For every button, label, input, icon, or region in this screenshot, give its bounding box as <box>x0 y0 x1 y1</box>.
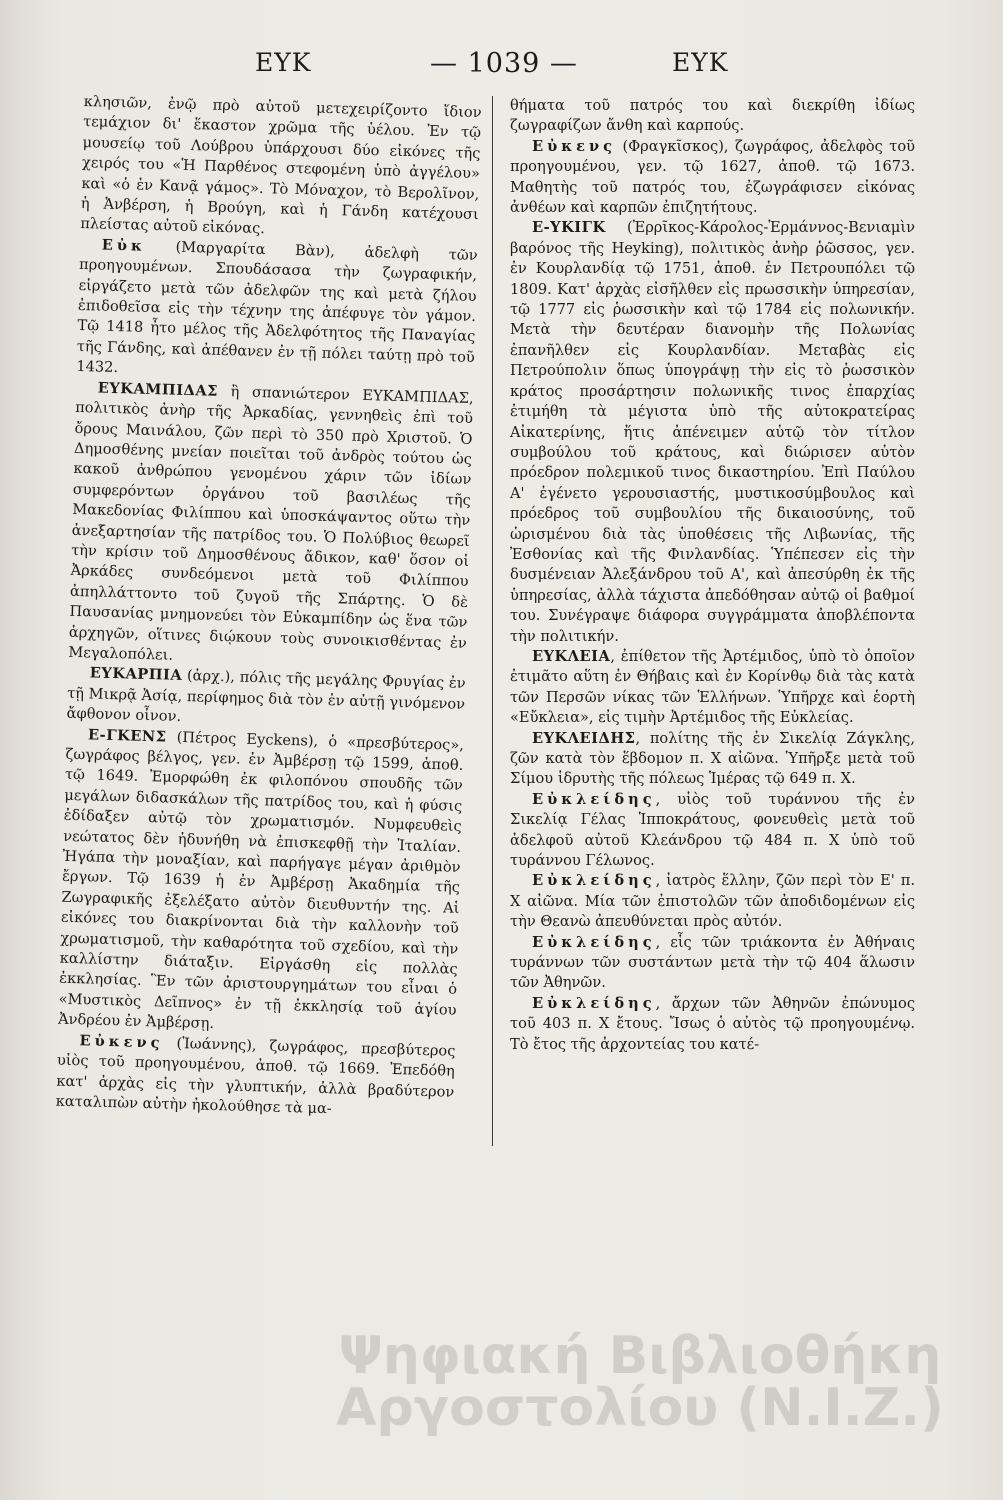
library-watermark: Ψηφιακή Βιβλιοθήκη Αργοστολίου (Ν.Ι.Ζ.) <box>336 1326 944 1438</box>
entry <box>510 729 915 790</box>
entry-text: (ἀρχ.), πόλις τῆς μεγάλης Φρυγίας ἐν τῇ Μικρᾷ Ἀσίᾳ, περίφημος διὰ τὸν ἐν αὐτῇ γινόμενον ἄφθονον οἶνον. <box>66 667 466 726</box>
entry-text: (Ἰωάννης), ζωγράφος, πρεσβύτερος υἱὸς τοῦ προηγουμένου, ἀποθ. τῷ 1669. Ἐπεδόθη κατ' ἀρχὰς εἰς τὴν γλυπτικήν, ἀλλὰ βραδύτερον καταλιπὼν αὐτὴν ἠκολούθησε τὰ μα- <box>55 1034 456 1118</box>
entry-headword: Ε-ΓΚΕΝΣ <box>87 725 167 746</box>
entry-headword: ΕΥΚΛΕΙΑ <box>532 647 611 665</box>
entry <box>58 724 464 1041</box>
entry <box>510 218 915 647</box>
entry-continuation <box>80 92 482 246</box>
entry <box>76 235 478 389</box>
entry-headword: ΕΥΚΑΜΠΙΔΑΣ <box>97 379 219 400</box>
entry-text: θήματα τοῦ πατρός του καὶ διεκρίθη ἰδίως ζωγραφίζων ἄνθη καὶ καρπούς. <box>510 97 915 135</box>
header-right-guideword: ΕΥΚ <box>672 48 729 77</box>
entry-headword: Εὐκλείδης <box>532 790 656 808</box>
entry-headword: Εὐκλείδης <box>532 933 656 951</box>
entry-text: , εἷς τῶν τριάκοντα ἐν Ἀθήναις τυράννων τῶν συστάντων μετὰ τὴν τῷ 404 ἅλωσιν τῶν Ἀθηνῶν. <box>510 933 915 992</box>
entry-headword: Εὐκλείδης <box>532 994 656 1012</box>
column-divider <box>492 96 493 1146</box>
entry-headword: Εὐκ <box>101 236 147 255</box>
entry <box>56 1030 456 1123</box>
entry <box>510 790 915 872</box>
header-left-guideword: ΕΥΚ <box>255 48 312 77</box>
entry-headword: Εὐκενς <box>532 137 617 155</box>
entry-text: , ἰατρὸς ἕλλην, ζῶν περὶ τὸν Ε' π. Χ αἰῶνα. Μία τῶν ἐπιστολῶν τῶν ἀποδιδομένων εἰς τὴν Θεανὼ ἀπευθύνεται πρὸς αὐτόν. <box>510 872 915 931</box>
entry-text: , πολίτης τῆς ἐν Σικελίᾳ Ζάγκλης, ζῶν κατὰ τὸν ἕβδομον π. Χ αἰῶνα. Ὑπῆρξε μετὰ τοῦ Σίμου ἱδρυτὴς τῆς πόλεως Ἱμέρας τῷ 649 π. Χ. <box>510 729 915 788</box>
entry-continuation <box>510 96 915 137</box>
entry <box>510 933 915 994</box>
entry-headword: ΕΥΚΛΕΙΔΗΣ <box>532 729 636 747</box>
entry-text: , ἐπίθετον τῆς Ἀρτέμιδος, ὑπὸ τὸ ὁποῖον ἐτιμᾶτο αὕτη ἐν Θήβαις καὶ ἐν Κορίνθῳ διὰ τὰς κατὰ τῶν Περσῶν νίκας τῶν Ἑλλήνων. Ὑπῆρχε καὶ ἑορτὴ «Εὔκλεια», εἰς τιμὴν Ἀρτέμιδος τῆς Εὐκλείας. <box>510 647 915 727</box>
entry <box>510 994 915 1055</box>
entry-text: (Φραγκῖσκος), ζωγράφος, ἀδελφὸς τοῦ προηγουμένου, γεν. τῷ 1627, ἀποθ. τῷ 1673. Μαθητὴς τοῦ πατρός του, ἐζωγράφισεν εἰκόνας ἀνθέων καὶ καρπῶν ἐπιζητήτους. <box>510 137 915 217</box>
entry-text: (Μαργαρίτα Βὰν), ἀδελφὴ τῶν προηγουμένων. Σπουδάσασα τὴν ζωγραφικήν, εἰργάζετο μετὰ τῶν ἀδελφῶν της καὶ μετὰ ζήλου ἐπιδοθεῖσα εἰς τὴν τέχνην της ἀπέφυγε τὸν γάμον. Τῷ 1418 ἦτο μέλος τῆς Ἀδελφότητος τῆς Παναγίας τῆς Γάνδης, καὶ ἀπέθανεν ἐν τῇ πόλει ταύτῃ πρὸ τοῦ 1432. <box>76 237 478 377</box>
entry-headword: Ε-ΥΚΙΓΚ <box>532 219 606 237</box>
page-number: — 1039 — <box>430 48 578 79</box>
left-column <box>56 92 482 1123</box>
entry-text: (Ἐρρῖκος-Κάρολος-Ἑρμάννος-Βενιαμὶν βαρόνος τῆς Heyking), πολιτικὸς ἀνὴρ ῥῶσσος, γεν. ἐν Κουρλανδίᾳ τῷ 1751, ἀποθ. ἐν Πετρουπόλει τῷ 1809. Κατ' ἀρχὰς εἰσῆλθεν εἰς πρωσσικὴν ὑπηρεσίαν, τῷ 1777 εἰς ῥωσσικὴν καὶ τῷ 1784 εἰς πολωνικήν. Μετὰ τὴν δευτέραν διανομὴν τῆς Πολωνίας ἐπανῆλθεν εἰς Κουρλανδίαν. Μεταβὰς εἰς Πετρούπολιν ὅπως ὑπογράψῃ τὴν εἰς τὸ ῥωσσικὸν κράτος προσάρτησιν πολωνικῆς τινος ἐπαρχίας ἐτιμήθη τὰ μέγιστα ὑπὸ τῆς αὐτοκρατείρας Αἰκατερίνης, ἥτις ἀπένειμεν αὐτῷ τὸν τίτλον συμβούλου τοῦ κράτους, καὶ διώρισεν αὐτὸν πρόεδρον πολεμικοῦ τινος δικαστηρίου. Ἐπὶ Παύλου Α' ἐγένετο γερουσιαστής, μυστικοσύμβουλος καὶ πρόεδρος τοῦ συμβουλίου τῆς δικαιοσύνης, τοῦ ὡρισμένου διὰ τὰς ὑποθέσεις τῆς Λιβωνίας, τῆς Ἐσθονίας καὶ τῆς Φινλανδίας. Ὑπέπεσεν εἰς τὴν δυσμένειαν Ἀλεξάνδρου τοῦ Α', καὶ ἀπεσύρθη ἐκ τῆς ὑπηρεσίας, ἀλλὰ τάχιστα ἀπεδόθησαν αὐτῷ οἱ βαθμοί του. Συνέγραψε διάφορα συγγράμματα ἀποβλέποντα τὴν πολιτικήν. <box>510 219 915 645</box>
entry-headword: Εὐκενς <box>79 1031 164 1052</box>
entry-headword: ΕΥΚΑΡΠΙΑ <box>89 664 183 685</box>
entry-text: κλησιῶν, ἐνῷ πρὸ αὐτοῦ μετεχειρίζοντο ἴδιον τεμάχιον δι' ἕκαστον χρῶμα τῆς ὑέλου. Ἐν τῷ μουσείῳ τοῦ Λούβρου ὑπάρχουσι δύο εἰκόνες τῆς χειρός του «Ἡ Παρθένος στεφομένη ὑπὸ ἀγγέλου» καὶ «ὁ ἐν Κανᾷ γάμος». Τὸ Μόναχον, τὸ Βερολῖνον, ἡ Ἀνβέρση, ἡ Βρούγη, καὶ ἡ Γάνδη κατέχουσι πλείστας αὐτοῦ εἰκόνας. <box>80 92 482 238</box>
entry-headword: Εὐκλείδης <box>532 872 656 890</box>
entry-text: , ἄρχων τῶν Ἀθηνῶν ἐπώνυμος τοῦ 403 π. Χ ἔτους. Ἴσως ὁ αὐτὸς τῷ προηγουμένῳ. Τὸ ἔτος τῆς ἀρχοντείας του κατέ- <box>510 994 915 1053</box>
entry <box>68 378 474 675</box>
entry <box>510 137 915 219</box>
entry-text: , υἱὸς τοῦ τυράννου τῆς ἐν Σικελίᾳ Γέλας Ἱπποκράτους, φονευθεὶς μετὰ τοῦ ἀδελφοῦ αὐτοῦ Κλεάνδρου τῷ 484 π. Χ ὑπὸ τοῦ τυράννου Γέλωνος. <box>510 790 915 870</box>
entry-text: (Πέτρος Eyckens), ὁ «πρεσβύτερος», ζωγράφος βέλγος, γεν. ἐν Ἀμβέρσῃ τῷ 1599, ἀποθ. τῷ 1649. Ἐμορφώθη ἐκ φιλοπόνου σπουδῆς τῶν μεγάλων διδασκάλων τῆς πατρίδος του, καὶ ἡ φύσις ἐδίδαξεν αὐτῷ τὸν χρωματισμόν. Νυμφευθεὶς νεώτατος δὲν ἠδυνήθη νὰ ἐπισκεφθῇ τὴν Ἰταλίαν. Ἠγάπα τὴν μοναξίαν, καὶ παρήγαγε μέγαν ἀριθμὸν ἔργων. Τῷ 1639 ἡ ἐν Ἀμβέρσῃ Ἀκαδημία τῆς Ζωγραφικῆς ἐξελέξατο αὐτὸν διευθυντήν της. Αἱ εἰκόνες του διακρίνονται διὰ τὴν καλλονὴν τοῦ χρωματισμοῦ, τὴν καθαρότητα τοῦ σχεδίου, καὶ τὴν καλλίστην διάταξιν. Εἰργάσθη εἰς πολλὰς ἐκκλησίας. Ἓν τῶν ἀριστουργημάτων του εἶναι ὁ «Μυστικὸς Δεῖπνος» ἐν τῇ ἐκκλησίᾳ τοῦ ἁγίου Ἀνδρέου ἐν Ἀμβέρσῃ. <box>57 728 465 1033</box>
right-column <box>510 96 915 1055</box>
entry <box>510 871 915 932</box>
entry <box>510 647 915 729</box>
entry <box>66 663 466 735</box>
entry-text: ἢ σπανιώτερον ΕΥΚΑΜΠΙΔΑΣ, πολιτικὸς ἀνὴρ τῆς Ἀρκαδίας, γεννηθεὶς ἐπὶ τοῦ ὄρους Μαινάλου, ζῶν περὶ τὸ 350 πρὸ Χριστοῦ. Ὁ Δημοσθένης μνείαν ποιεῖται τοῦ ἀνδρὸς τούτου ὡς κακοῦ ἀνθρώπου γενομένου χάριν τῶν ἰδίων συμφερόντων ὀργάνου τοῦ βασιλέως τῆς Μακεδονίας Φιλίππου καὶ ὑποσκάψαντος οὕτω τὴν ἀνεξαρτησίαν τῆς πατρίδος του. Ὁ Πολύβιος θεωρεῖ τὴν κρίσιν τοῦ Δημοσθένους ἄδικον, καθ' ὅσον οἱ Ἀρκάδες συνδεόμενοι μετὰ τοῦ Φιλίππου ἀπηλλάττοντο τοῦ ζυγοῦ τῆς Σπάρτης. Ὁ δὲ Παυσανίας μνημονεύει τὸν Εὐκαμπίδην ὡς ἕνα τῶν ἀρχηγῶν, οἵτινες διῴκουν τοὺς συνοικισθέντας ἐν Μεγαλοπόλει. <box>68 382 474 664</box>
page-header <box>0 48 1003 88</box>
